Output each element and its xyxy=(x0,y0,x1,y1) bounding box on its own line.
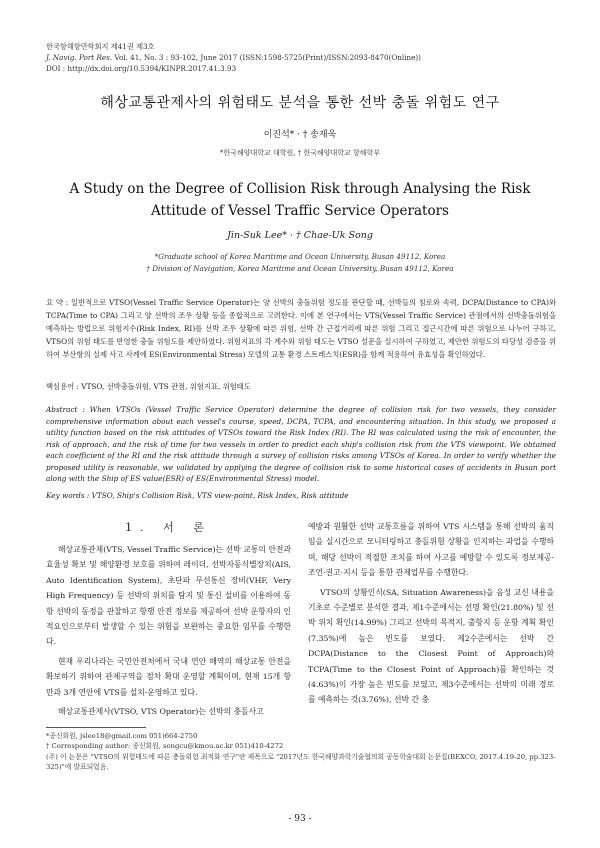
abstract-en: Abstract : When VTSOs (Vessel Traffic Service Operator) determine the degree of collision risk for two vessels, they consider comprehensive information about each vessel's course, speed, DCPA, TCPA, and encountering situation. In this study, we proposed a utility function based on the risk attitudes of VTSOs toward the Risk Index (RI). The RI was calculated using the risk of encounter, the risk of approach, and the risk of time for two vessels in order to predict each ship's collision risk from the VTS viewpoint. We obtained each coefficient of the RI and the risk attitude through a survey of collision risks among VTSOs of Korea. In order to verify whether the proposed utility is reasonable, we validated by applying the degree of collision risk to some historical cases of accidents in Busan port along with the Ship of ES value(ESR) of ES(Environmental Stress) model. xyxy=(46,405,556,483)
footnote-first-author: *종신회원, jslee18@gmail.com 051)664-2750 xyxy=(46,732,198,740)
affiliation-en-1: *Graduate school of Korea Maritime and Ocean University, Busan 49112, Korea xyxy=(154,252,446,261)
paper-title-kr: 해상교통관제사의 위험태도 분석을 통한 선박 충돌 위험도 연구 xyxy=(100,95,500,111)
affiliation-en-2: † Division of Navigation, Korea Maritime and Ocean University, Busan 49112, Korea xyxy=(146,264,454,273)
section-heading-introduction: 1. 서 론 xyxy=(125,521,212,534)
body-paragraph: VTSO의 상황인식(SA, Situation Awareness)을 음성 교신 내용을 기초로 수준별로 분석한 결과, 제1수준에서는 선명 확인(21.80%) 및 선박 위치 확인(14.99%) 그리고 선박의 목적지, 출항지 등 운항 계획 확인(7.35%)에 높은 빈도를 보였다. 제2수준에서는 선박 간 DCPA(Distance to the Closest Point of Approach)와 TCPA(Time to the Closest Point of Approach)를 확인하는 것(4.63%)이 가장 높은 빈도를 보였고, 제3수준에서는 선박의 미래 경로를 예측하는 것(3.76%), 선박 간 충 xyxy=(308,587,554,705)
body-column-right xyxy=(308,519,554,712)
footnote-note: (주) 이 논문은 "VTSO의 위험태도에 따른 충돌위험 최적화 연구"란 제목으로 "2017년도 한국해양과학기술협의회 공동학술대회 논문집(BEXCO, 2017.4.19-20, pp.323-325)"에 발표되었음. xyxy=(46,752,556,772)
footnote-corresponding-author: † Corresponding author: 종신회원, songcu@kmou.ac.kr 051)410-4272 xyxy=(46,742,284,751)
affiliations-en xyxy=(0,251,600,275)
body-column-left xyxy=(46,542,291,723)
journal-volume-info: Vol. 41, No. 3 : 93-102, June 2017 (ISSN:1598-5725(Print)/ISSN:2093-8470(Online)) xyxy=(114,53,421,62)
body-paragraph: 해상교통관제(VTS, Vessel Traffic Service)는 선박 교통의 안전과 효율성 확보 및 해양환경 보호를 위하여 레이더, 선박자동식별장치(AIS, Auto Identification System), 초단파 무선통신 장비(VHF, Very High Frequency) 등 선박의 위치를 탐지 및 통신 설비를 이용하여 동항 선박의 동정을 관찰하고 항행 안전 정보를 제공하여 선박 운항자의 인적요인으로부터 발생할 수 있는 위험을 보완하는 중요한 임무를 수행한다. xyxy=(46,545,291,647)
body-paragraph: 예방과 원활한 선박 교통흐름을 위하여 VTS 시스템을 통해 선박의 움직임을 실시간으로 모니터링하고 충돌위험 상황을 인지하는 과업을 수행하며, 해당 선박이 적절한 조치를 하여 사고를 예방할 수 있도록 정보제공·조언·권고·지시 등을 통한 관제업무를 수행한다. xyxy=(308,522,554,578)
doi-link[interactable]: DOI : http://dx.doi.org/10.5394/KINPR.2017.41.3.93 xyxy=(46,64,237,73)
journal-abbrev: J. Navig. Port Res. xyxy=(46,53,113,62)
authors-kr: 이진석* · † 송재욱 xyxy=(263,130,337,140)
affiliations-kr: *한국해양대학교 대학원, † 한국해양대학교 항해학부 xyxy=(219,149,381,157)
keywords-kr: 핵심용어 : VTSO, 선박충돌위험, VTS 관점, 위험지표, 위험태도 xyxy=(46,382,251,391)
journal-citation xyxy=(46,52,421,63)
journal-header xyxy=(46,41,421,74)
body-paragraph: 현재 우리나라는 국민안전처에서 국내 연안 해역의 해상교통 안전을 확보하기 위하여 관제구역을 점차 확대 운영할 계획이며, 현재 15개 항만과 3개 연안에 VTS를 설치·운영하고 있다. xyxy=(46,656,291,697)
keywords-en: Key words : VTSO, Ship's Collision Risk, VTS view-point, Risk Index, Risk attitude xyxy=(46,491,349,500)
footnote-divider xyxy=(46,727,146,728)
abstract-kr: 요 약 : 일반적으로 VTSO(Vessel Traffic Service Operator)는 양 선박의 충돌위험 정도를 판단할 때, 선박들의 침로와 속력, DCPA(Distance to CPA)와 TCPA(Time to CPA) 그리고 양 선박의 조우 상황 등을 종합적으로 고려한다. 이에 본 연구에서는 VTS(Vessel Traffic Service) 관점에서의 선박충돌위험을 예측하는 방법으로 위험지수(Risk Index, RI)를 선박 조우 상황에 따른 위험, 선박 간 근접거리에 따른 위험 그리고 접근시간에 따른 위험으로 나누어 구하고, VTSO의 위험 태도를 반영한 충돌 위험도를 제안하였다. 위험지표의 각 계수와 위험 태도는 VTSO 설문을 실시하여 구하였고, 제안한 위험도의 타당성 검증을 위하여 부산항의 실제 사고 사례에 ES(Environmental Stress) 모델의 교통 환경 스트레스치(ESR)을 함께 적용하여 유효성을 확인하였다. xyxy=(46,298,556,359)
footnotes xyxy=(46,731,556,773)
paper-title-en: A Study on the Degree of Collision Risk through Analysing the Risk Attitude of Vessel Traffic Service Operators xyxy=(69,181,531,219)
page-number: - 93 - xyxy=(288,814,312,824)
journal-name-kr: 한국항해항만학회지 제41권 제3호 xyxy=(46,42,155,51)
authors-en: Jin-Suk Lee* · † Chae-Uk Song xyxy=(227,230,373,241)
body-paragraph: 해상교통관제사(VTSO, VTS Operator)는 선박의 충돌사고 xyxy=(58,707,264,717)
